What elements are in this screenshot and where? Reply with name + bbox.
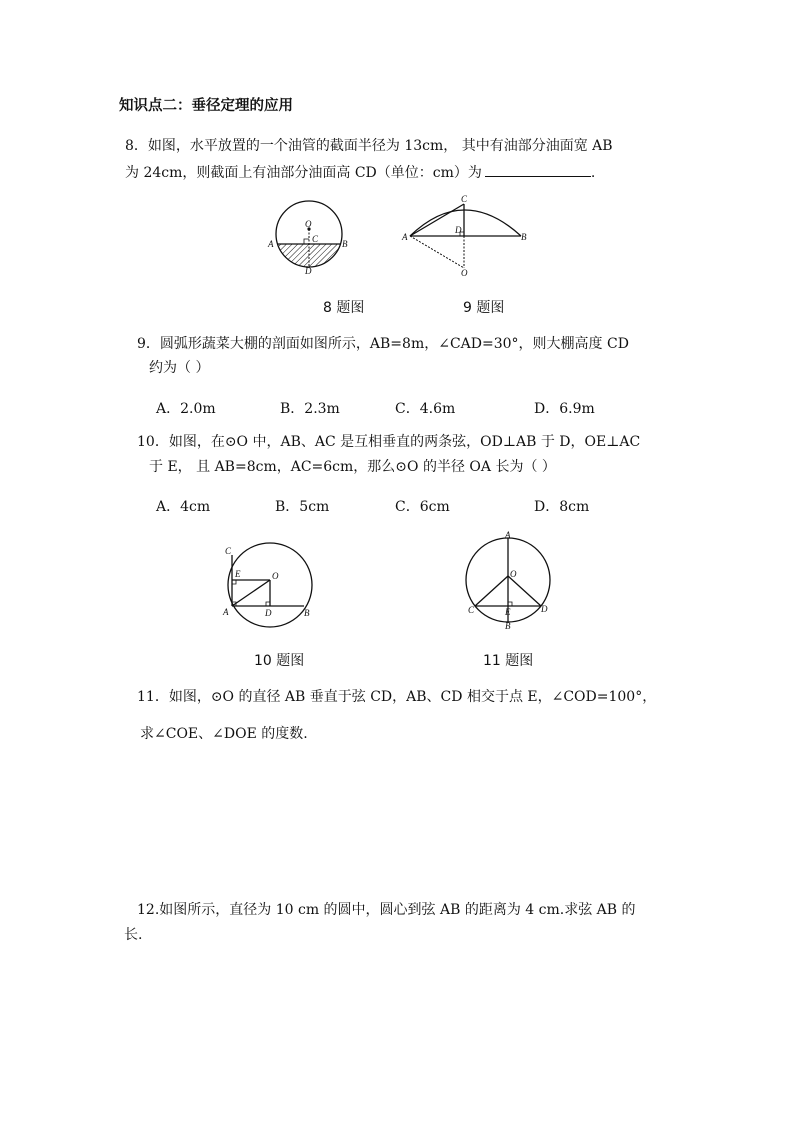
- question-9-line-2: 约为（ ）: [149, 360, 210, 376]
- question-9-option-d: D．6.9m: [534, 401, 595, 417]
- figure-8-circle-oil-pipe: [270, 198, 350, 278]
- section-title: 知识点二：垂径定理的应用: [119, 98, 293, 114]
- label-c: C: [468, 605, 475, 615]
- label-b: B: [505, 621, 511, 631]
- question-10-line-2: 于 E， 且 AB=8cm，AC=6cm，那么⊙O 的半径 OA 长为（ ）: [149, 459, 556, 475]
- figure-9-caption: 9 题图: [463, 300, 505, 316]
- segment-od: [508, 576, 541, 606]
- question-10-option-d: D．8cm: [534, 499, 590, 515]
- figure-11-caption: 11 题图: [483, 653, 534, 669]
- label-e: E: [235, 569, 241, 579]
- label-a: A: [268, 239, 274, 249]
- question-12-line-1: 12.如图所示，直径为 10 cm 的圆中，圆心到弦 AB 的距离为 4 cm.求弦 AB 的: [137, 902, 636, 918]
- segment-ao: [410, 236, 464, 268]
- arc-acb: [410, 210, 521, 236]
- question-9-line-1: 9．圆弧形蔬菜大棚的剖面如图所示，AB=8m，∠CAD=30°，则大棚高度 CD: [137, 336, 629, 352]
- question-9-option-c: C．4.6m: [395, 401, 456, 417]
- question-8-end: .: [590, 165, 596, 181]
- figure-9-greenhouse-arc: [400, 196, 530, 276]
- figure-11-diameter-chord: [460, 530, 560, 630]
- question-10-option-a: A．4cm: [156, 499, 211, 515]
- label-c: C: [225, 546, 232, 556]
- label-a: A: [505, 530, 511, 540]
- segment-oa: [232, 580, 270, 606]
- question-12-line-2: 长.: [124, 927, 143, 943]
- label-d: D: [541, 604, 548, 614]
- label-o: O: [272, 571, 279, 581]
- question-11-line-2: 求∠COE、∠DOE 的度数.: [140, 726, 308, 742]
- question-8-line-1: 8．如图，水平放置的一个油管的截面半径为 13cm， 其中有油部分油面宽 AB: [125, 138, 613, 154]
- figure-10-caption: 10 题图: [254, 653, 305, 669]
- figure-10-perpendicular-chords: [218, 540, 318, 630]
- label-a: A: [402, 232, 408, 242]
- label-e: E: [505, 607, 511, 617]
- label-c: C: [312, 234, 319, 244]
- question-8-text: 为 24cm，则截面上有油部分油面高 CD（单位：cm）为: [125, 165, 482, 181]
- label-o: O: [461, 268, 468, 278]
- label-b: B: [304, 608, 310, 618]
- segment-oc: [475, 576, 508, 606]
- label-a: A: [223, 607, 229, 617]
- label-d: D: [455, 225, 462, 235]
- question-10-option-c: C．6cm: [395, 499, 450, 515]
- label-o: O: [510, 569, 517, 579]
- question-10-line-1: 10．如图，在⊙O 中，AB、AC 是互相垂直的两条弦，OD⊥AB 于 D，OE⊥AC: [137, 434, 641, 450]
- label-d: D: [265, 608, 272, 618]
- question-10-option-b: B．5cm: [275, 499, 330, 515]
- label-c: C: [461, 194, 468, 204]
- right-angle-mark: [304, 239, 309, 244]
- label-b: B: [342, 239, 348, 249]
- question-9-option-a: A．2.0m: [156, 401, 216, 417]
- question-11-line-1: 11．如图，⊙O 的直径 AB 垂直于弦 CD，AB、CD 相交于点 E，∠COD=100°，: [137, 689, 657, 705]
- answer-blank: [485, 162, 591, 177]
- figure-8-caption: 8 题图: [323, 300, 365, 316]
- label-b: B: [521, 232, 527, 242]
- question-9-option-b: B．2.3m: [280, 401, 340, 417]
- question-8-line-2: [125, 162, 595, 182]
- label-d: D: [305, 266, 312, 276]
- label-o: O: [305, 219, 312, 229]
